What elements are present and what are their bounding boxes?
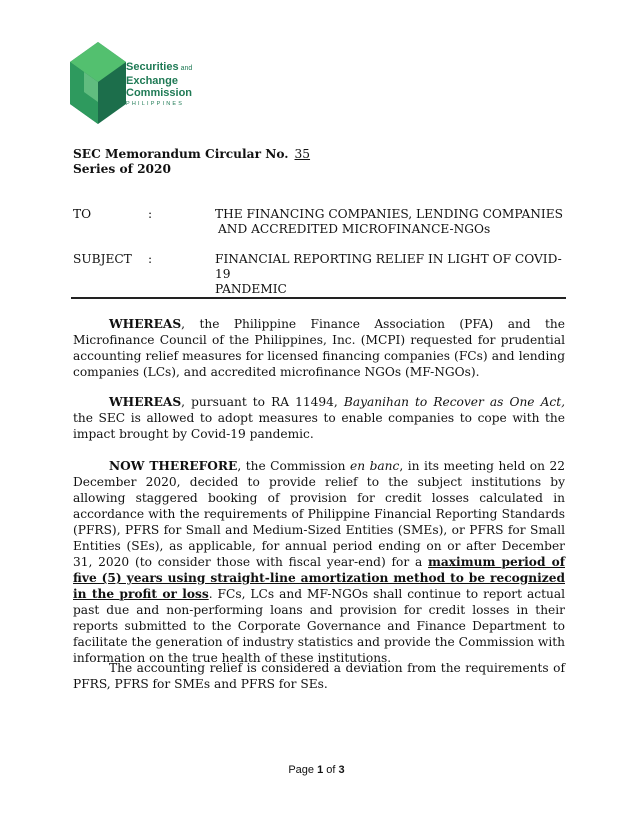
subject-colon: : — [148, 252, 153, 266]
page-current: 1 — [317, 764, 324, 776]
to-label: TO — [73, 207, 92, 221]
subject-value: FINANCIAL REPORTING RELIEF IN LIGHT OF COVID-19 PANDEMIC — [215, 252, 562, 296]
paragraph-whereas-1: WHEREAS, the Philippine Finance Association (PFA) and the Microfinance Council of the Philippines, Inc. (MCPI) requested for prudential accounting relief measures for licensed financing companies (FCs) and lending companies (LCs), and accredited microfinance NGOs (MF-NGOs). — [73, 317, 565, 379]
paragraph-whereas-2: WHEREAS, pursuant to RA 11494, Bayanihan to Recover as One Act, the SEC is allowed to adopt measures to enable companies to cope with the impact brought by Covid-19 pandemic. — [73, 395, 565, 441]
logo-text-commission: Commission — [126, 87, 193, 99]
sec-logo — [70, 42, 205, 124]
logo-text-securities: Securities and — [126, 61, 193, 73]
subject-label: SUBJECT — [73, 252, 132, 266]
to-value: THE FINANCING COMPANIES, LENDING COMPANIES AND ACCREDITED MICROFINANCE-NGOs — [215, 207, 563, 236]
relief-period-highlight: maximum period of five (5) years using straight-line amortization method to be recognized in the profit or loss — [73, 555, 565, 601]
page-total: 3 — [338, 764, 345, 776]
circular-number-line: SEC Memorandum Circular No. 35 — [73, 147, 314, 162]
header-divider — [71, 297, 566, 299]
logo-text-exchange: Exchange — [126, 75, 178, 87]
circular-heading — [73, 147, 314, 177]
paragraph-now-therefore: NOW THEREFORE, the Commission en banc, in its meeting held on 22 December 2020, decided to provide relief to the subject institutions by allowing staggered booking of provision for credit losses calculated in accordance with the requirements of Philippine Financial Reporting Standards (PFRS), PFRS for Small and Medium-Sized Entities (SMEs), or PFRS for Small Entities (SEs), as applicable, for annual period ending on or after December 31, 2020 (to consider those with fiscal year-end) for a maximum period of five (5) years using straight-line amortization method to be recognized in the profit or loss. FCs, LCs and MF-NGOs shall continue to report actual past due and non-performing loans and provision for credit losses in their reports submitted to the Corporate Governance and Finance Department to facilitate the generation of industry statistics and provide the Commission with information on the true health of these institutions. — [73, 459, 565, 665]
circular-number: 35 — [294, 147, 311, 161]
to-colon: : — [148, 207, 153, 221]
paragraph-accounting-relief: The accounting relief is considered a deviation from the requirements of PFRS, PFRS for SMEs and PFRS for SEs. — [73, 661, 565, 691]
to-row — [73, 207, 573, 239]
sec-logo-emblem-icon — [70, 42, 126, 124]
logo-text-philippines: PHILIPPINES — [126, 101, 185, 107]
page-footer: Page 1 of 3 — [288, 764, 345, 776]
circular-series: Series of 2020 — [73, 162, 171, 176]
subject-row — [73, 252, 573, 296]
